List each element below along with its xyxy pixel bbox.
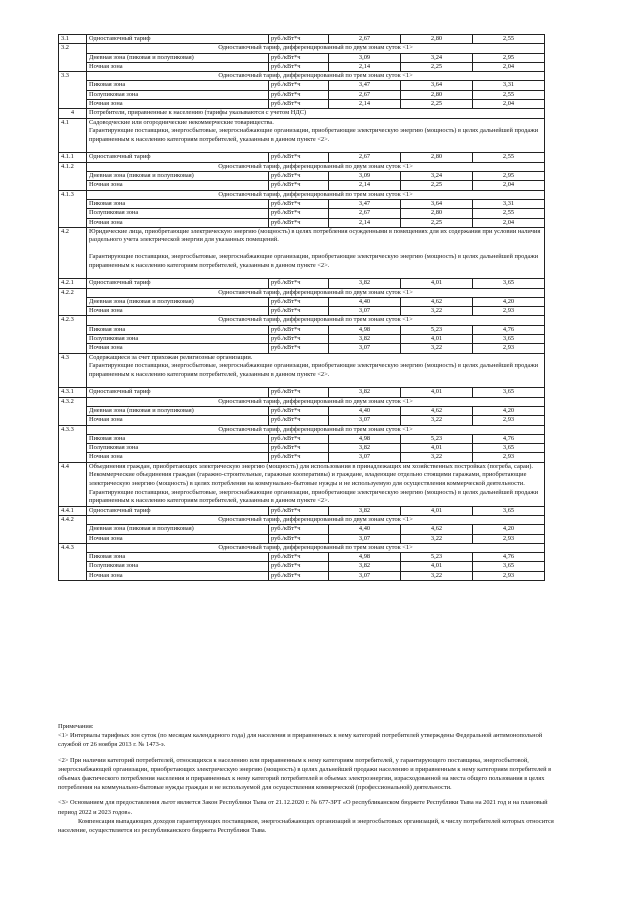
table-row: [59, 172, 545, 181]
table-row: [59, 506, 545, 515]
value-cell: 2,04: [473, 62, 545, 71]
value-cell: 2,25: [401, 218, 473, 227]
value-cell: 2,95: [473, 53, 545, 62]
value-cell: 3,82: [329, 279, 401, 288]
unit-cell: руб./кВт*ч: [269, 434, 329, 443]
table-row: [59, 406, 545, 415]
unit-cell: руб./кВт*ч: [269, 153, 329, 162]
table-row: [59, 199, 545, 208]
value-cell: 4,01: [401, 279, 473, 288]
table-row: [59, 53, 545, 62]
value-cell: 3,07: [329, 571, 401, 580]
unit-cell: руб./кВт*ч: [269, 406, 329, 415]
value-cell: 2,55: [473, 90, 545, 99]
row-label: Пиковая зона: [87, 325, 269, 334]
description-text: Гарантирующие поставщики, энергосбытовые, энергоснабжающие организации, приобретающие электрическую энергию (мощность) в целях дальнейшей продажи приравненным к населению категориям потребителей, указанным в данном пункте <2>.: [89, 127, 539, 143]
table-row: [59, 516, 545, 525]
table-row: [59, 81, 545, 90]
table-row: [59, 118, 545, 153]
category-description: [87, 227, 545, 278]
description-text: Гарантирующие поставщики, энергосбытовые, энергоснабжающие организации, приобретающие электрическую энергию (мощность) в целях дальнейшей продажи приравненным к населению категориям потребителей, указанным в данном пункте <2>.: [89, 362, 539, 378]
row-label: Одноставочный тариф: [87, 279, 269, 288]
unit-cell: руб./кВт*ч: [269, 279, 329, 288]
value-cell: 3,07: [329, 416, 401, 425]
value-cell: 3,65: [473, 562, 545, 571]
row-number: 3.1: [59, 35, 87, 44]
description-text: Гарантирующие поставщики, энергосбытовые, энергоснабжающие организации, приобретающие электрическую энергию (мощность) в целях дальнейшей продажи приравненным к населению категориям потребителей, указанным в данном пункте <2>.: [89, 253, 539, 269]
table-row: [59, 209, 545, 218]
value-cell: 2,04: [473, 181, 545, 190]
table-row: [59, 444, 545, 453]
unit-cell: руб./кВт*ч: [269, 388, 329, 397]
value-cell: 2,14: [329, 218, 401, 227]
row-label: Ночная зона: [87, 62, 269, 71]
unit-cell: руб./кВт*ч: [269, 571, 329, 580]
row-number: 4.1: [59, 118, 87, 153]
table-row: [59, 416, 545, 425]
value-cell: 3,22: [401, 571, 473, 580]
unit-cell: руб./кВт*ч: [269, 334, 329, 343]
row-number: 3.3: [59, 72, 87, 109]
notes-section: [58, 722, 558, 835]
notes-title: Примечания:: [58, 723, 94, 730]
value-cell: 4,76: [473, 434, 545, 443]
unit-cell: руб./кВт*ч: [269, 53, 329, 62]
row-label: Одноставочный тариф: [87, 506, 269, 515]
unit-cell: руб./кВт*ч: [269, 90, 329, 99]
table-row: [59, 434, 545, 443]
value-cell: 3,65: [473, 388, 545, 397]
row-label: Пиковая зона: [87, 199, 269, 208]
value-cell: 3,22: [401, 534, 473, 543]
row-number: 4.3.1: [59, 388, 87, 397]
value-cell: 2,04: [473, 100, 545, 109]
category-description: [87, 353, 545, 388]
value-cell: 3,82: [329, 562, 401, 571]
section-header: Одноставочный тариф, дифференцированный по двум зонам суток <1>: [87, 397, 545, 406]
value-cell: 4,98: [329, 434, 401, 443]
row-label: Полупиковая зона: [87, 444, 269, 453]
value-cell: 5,23: [401, 325, 473, 334]
value-cell: 2,80: [401, 90, 473, 99]
value-cell: 4,40: [329, 406, 401, 415]
value-cell: 4,98: [329, 553, 401, 562]
row-label: Полупиковая зона: [87, 209, 269, 218]
row-label: Дневная зона (пиковая и полупиковая): [87, 406, 269, 415]
value-cell: 2,25: [401, 62, 473, 71]
unit-cell: руб./кВт*ч: [269, 344, 329, 353]
table-row: [59, 288, 545, 297]
value-cell: 3,22: [401, 307, 473, 316]
value-cell: 4,20: [473, 525, 545, 534]
value-cell: 3,82: [329, 506, 401, 515]
value-cell: 3,09: [329, 172, 401, 181]
value-cell: 3,22: [401, 416, 473, 425]
description-text: Садоводческие или огороднические некоммерческие товарищества.: [89, 118, 274, 126]
value-cell: 3,65: [473, 279, 545, 288]
row-label: Дневная зона (пиковая и полупиковая): [87, 172, 269, 181]
row-label: Полупиковая зона: [87, 562, 269, 571]
value-cell: 2,67: [329, 35, 401, 44]
value-cell: 4,40: [329, 525, 401, 534]
value-cell: 2,67: [329, 153, 401, 162]
value-cell: 3,24: [401, 53, 473, 62]
row-number: 4.3.3: [59, 425, 87, 462]
value-cell: 3,65: [473, 334, 545, 343]
unit-cell: руб./кВт*ч: [269, 172, 329, 181]
value-cell: 2,67: [329, 90, 401, 99]
value-cell: 2,25: [401, 181, 473, 190]
row-number: 4.2.3: [59, 316, 87, 353]
value-cell: 4,62: [401, 525, 473, 534]
row-number: 4.3.2: [59, 397, 87, 425]
table-row: [59, 72, 545, 81]
table-row: [59, 109, 545, 118]
value-cell: 4,20: [473, 297, 545, 306]
category-description: [87, 118, 545, 153]
row-label: Ночная зона: [87, 218, 269, 227]
value-cell: 3,31: [473, 81, 545, 90]
value-cell: 2,95: [473, 172, 545, 181]
row-label: Дневная зона (пиковая и полупиковая): [87, 525, 269, 534]
table-row: [59, 44, 545, 53]
row-label: Пиковая зона: [87, 434, 269, 443]
unit-cell: руб./кВт*ч: [269, 506, 329, 515]
value-cell: 4,62: [401, 297, 473, 306]
description-text: Гарантирующие поставщики, энергосбытовые, энергоснабжающие организации, приобретающие электрическую энергию (мощность) в целях дальнейшей продажи приравненным к населению категориям потребителей, указанным в данном пункте <2>.: [89, 488, 539, 505]
unit-cell: руб./кВт*ч: [269, 297, 329, 306]
table-row: [59, 307, 545, 316]
value-cell: 3,82: [329, 334, 401, 343]
tariff-table: [58, 34, 545, 581]
value-cell: 4,01: [401, 562, 473, 571]
table-row: [59, 325, 545, 334]
row-label: Дневная зона (пиковая и полупиковая): [87, 297, 269, 306]
value-cell: 3,65: [473, 506, 545, 515]
unit-cell: руб./кВт*ч: [269, 562, 329, 571]
value-cell: 3,47: [329, 199, 401, 208]
value-cell: 3,82: [329, 444, 401, 453]
unit-cell: руб./кВт*ч: [269, 325, 329, 334]
unit-cell: руб./кВт*ч: [269, 453, 329, 462]
value-cell: 3,64: [401, 81, 473, 90]
value-cell: 2,04: [473, 218, 545, 227]
section-header: Одноставочный тариф, дифференцированный по трем зонам суток <1>: [87, 425, 545, 434]
value-cell: 5,23: [401, 434, 473, 443]
value-cell: 2,80: [401, 35, 473, 44]
table-row: [59, 227, 545, 278]
table-row: [59, 279, 545, 288]
note-3: <3> Основанием для предоставления льгот является Закон Республики Тыва от 21.12.2020 г. № 677-ЗРТ «О республиканском бюджете Республики Тыва на 2021 год и на плановый период 2022 и 2023 годов».: [58, 799, 548, 816]
table-row: [59, 525, 545, 534]
value-cell: 3,82: [329, 388, 401, 397]
value-cell: 4,76: [473, 325, 545, 334]
unit-cell: руб./кВт*ч: [269, 218, 329, 227]
value-cell: 2,93: [473, 307, 545, 316]
section-header: Одноставочный тариф, дифференцированный по трем зонам суток <1>: [87, 190, 545, 199]
value-cell: 2,93: [473, 344, 545, 353]
value-cell: 2,55: [473, 35, 545, 44]
category-title: Потребители, приравненные к населению (тарифы указываются с учетом НДС): [87, 109, 545, 118]
table-row: [59, 153, 545, 162]
row-label: Ночная зона: [87, 571, 269, 580]
row-label: Полупиковая зона: [87, 90, 269, 99]
section-header: Одноставочный тариф, дифференцированный по трем зонам суток <1>: [87, 72, 545, 81]
table-row: [59, 297, 545, 306]
row-label: Ночная зона: [87, 416, 269, 425]
table-row: [59, 571, 545, 580]
value-cell: 3,22: [401, 453, 473, 462]
value-cell: 3,07: [329, 307, 401, 316]
section-header: Одноставочный тариф, дифференцированный по двум зонам суток <1>: [87, 162, 545, 171]
value-cell: 2,93: [473, 534, 545, 543]
table-row: [59, 397, 545, 406]
row-label: Ночная зона: [87, 307, 269, 316]
table-row: [59, 90, 545, 99]
row-number: 3.2: [59, 44, 87, 72]
value-cell: 3,64: [401, 199, 473, 208]
value-cell: 3,31: [473, 199, 545, 208]
row-number: 4.1.3: [59, 190, 87, 227]
note-2: <2> При наличии категорий потребителей, относящихся к населению или приравненным к нему категориям потребителей, у гарантирующего поставщика, энергосбытовой, энергоснабжающей организации, приобретающих электрическую энергию (мощность) в целях дальнейшей продажи населению и приравненным к нему категориям потребителей в объемах фактического потребления населения и приравненных к нему категорий потребителей и объемах электроэнергии, израсходованной на места общего пользования в целях потребления на коммунально-бытовые нужды граждан и не используемой для осуществления коммерческой (профессиональной) деятельности.: [58, 756, 552, 792]
section-header: Одноставочный тариф, дифференцированный по двум зонам суток <1>: [87, 516, 545, 525]
unit-cell: руб./кВт*ч: [269, 444, 329, 453]
value-cell: 4,40: [329, 297, 401, 306]
row-number: 4.2.1: [59, 279, 87, 288]
description-text: Юридические лица, приобретающие электрическую энергию (мощность) в целях потребления осужденными в помещениях для их содержания при условии наличия раздельного учета электрической энергии для указанных помещений.: [89, 227, 541, 244]
value-cell: 2,14: [329, 62, 401, 71]
row-number: 4.3: [59, 353, 87, 388]
note-4: Компенсация выпадающих доходов гарантирующих поставщиков, энергоснабжающих организаций и энергосбытовых организаций, к числу потребителей которых относится население, осуществляется из республиканского бюджета Республики Тыва.: [58, 817, 554, 835]
row-number: 4.4.3: [59, 543, 87, 580]
row-label: Пиковая зона: [87, 81, 269, 90]
value-cell: 3,07: [329, 534, 401, 543]
table-row: [59, 553, 545, 562]
row-label: Одноставочный тариф: [87, 388, 269, 397]
unit-cell: руб./кВт*ч: [269, 199, 329, 208]
section-header: Одноставочный тариф, дифференцированный по двум зонам суток <1>: [87, 44, 545, 53]
table-row: [59, 388, 545, 397]
row-label: Ночная зона: [87, 100, 269, 109]
row-label: Полупиковая зона: [87, 334, 269, 343]
table-row: [59, 425, 545, 434]
value-cell: 2,25: [401, 100, 473, 109]
value-cell: 2,93: [473, 453, 545, 462]
row-number: 4: [59, 109, 87, 118]
table-row: [59, 35, 545, 44]
value-cell: 4,20: [473, 406, 545, 415]
value-cell: 4,01: [401, 334, 473, 343]
table-row: [59, 162, 545, 171]
row-number: 4.2.2: [59, 288, 87, 316]
table-row: [59, 453, 545, 462]
value-cell: 4,98: [329, 325, 401, 334]
value-cell: 4,01: [401, 388, 473, 397]
table-row: [59, 334, 545, 343]
value-cell: 2,67: [329, 209, 401, 218]
value-cell: 3,65: [473, 444, 545, 453]
table-row: [59, 543, 545, 552]
note-1: <1> Интервалы тарифных зон суток (по месяцам календарного года) для населения и приравненных к нему категорий потребителей утверждены Федеральной антимонопольной службой от 26 ноября 2013 г. № 1473-э.: [58, 732, 543, 749]
description-text: Объединения граждан, приобретающих электрическую энергию (мощность) для использования в принадлежащих им хозяйственных постройках (погреба, сараи).: [89, 462, 533, 470]
table-row: [59, 316, 545, 325]
table-row: [59, 344, 545, 353]
unit-cell: руб./кВт*ч: [269, 534, 329, 543]
value-cell: 3,07: [329, 344, 401, 353]
value-cell: 5,23: [401, 553, 473, 562]
value-cell: 3,24: [401, 172, 473, 181]
row-label: Ночная зона: [87, 181, 269, 190]
value-cell: 2,55: [473, 209, 545, 218]
table-row: [59, 218, 545, 227]
value-cell: 4,62: [401, 406, 473, 415]
unit-cell: руб./кВт*ч: [269, 209, 329, 218]
unit-cell: руб./кВт*ч: [269, 62, 329, 71]
value-cell: 2,14: [329, 181, 401, 190]
row-number: 4.1.2: [59, 162, 87, 190]
row-label: Одноставочный тариф: [87, 153, 269, 162]
unit-cell: руб./кВт*ч: [269, 81, 329, 90]
row-number: 4.4.2: [59, 516, 87, 544]
description-text: Содержащиеся за счет прихожан религиозные организации.: [89, 353, 253, 361]
row-label: Пиковая зона: [87, 553, 269, 562]
row-number: 4.2: [59, 227, 87, 278]
table-row: [59, 62, 545, 71]
unit-cell: руб./кВт*ч: [269, 553, 329, 562]
value-cell: 3,07: [329, 453, 401, 462]
table-row: [59, 181, 545, 190]
row-label: Дневная зона (пиковая и полупиковая): [87, 53, 269, 62]
unit-cell: руб./кВт*ч: [269, 181, 329, 190]
table-row: [59, 190, 545, 199]
value-cell: 2,93: [473, 571, 545, 580]
description-text: Некоммерческие объединения граждан (гаражно-строительные, гаражные кооперативы) и граждане, владеющие отдельно стоящими гаражами, приобретающие электрическую энергию (мощность) в целях потребления на коммунально-бытовые нужды и не используемую для осуществления коммерческой деятельности.: [89, 471, 527, 487]
value-cell: 3,22: [401, 344, 473, 353]
category-description: [87, 462, 545, 506]
value-cell: 4,01: [401, 506, 473, 515]
table-row: [59, 534, 545, 543]
row-label: Одноставочный тариф: [87, 35, 269, 44]
row-label: Ночная зона: [87, 453, 269, 462]
value-cell: 2,93: [473, 416, 545, 425]
value-cell: 3,09: [329, 53, 401, 62]
unit-cell: руб./кВт*ч: [269, 307, 329, 316]
value-cell: 2,80: [401, 209, 473, 218]
unit-cell: руб./кВт*ч: [269, 100, 329, 109]
row-number: 4.4: [59, 462, 87, 506]
value-cell: 3,47: [329, 81, 401, 90]
value-cell: 2,55: [473, 153, 545, 162]
row-label: Ночная зона: [87, 534, 269, 543]
row-label: Ночная зона: [87, 344, 269, 353]
value-cell: 2,14: [329, 100, 401, 109]
unit-cell: руб./кВт*ч: [269, 416, 329, 425]
row-number: 4.1.1: [59, 153, 87, 162]
value-cell: 2,80: [401, 153, 473, 162]
table-row: [59, 100, 545, 109]
section-header: Одноставочный тариф, дифференцированный по трем зонам суток <1>: [87, 316, 545, 325]
table-row: [59, 562, 545, 571]
section-header: Одноставочный тариф, дифференцированный по трем зонам суток <1>: [87, 543, 545, 552]
table-row: [59, 353, 545, 388]
value-cell: 4,76: [473, 553, 545, 562]
section-header: Одноставочный тариф, дифференцированный по двум зонам суток <1>: [87, 288, 545, 297]
unit-cell: руб./кВт*ч: [269, 525, 329, 534]
unit-cell: руб./кВт*ч: [269, 35, 329, 44]
table-row: [59, 462, 545, 506]
value-cell: 4,01: [401, 444, 473, 453]
row-number: 4.4.1: [59, 506, 87, 515]
